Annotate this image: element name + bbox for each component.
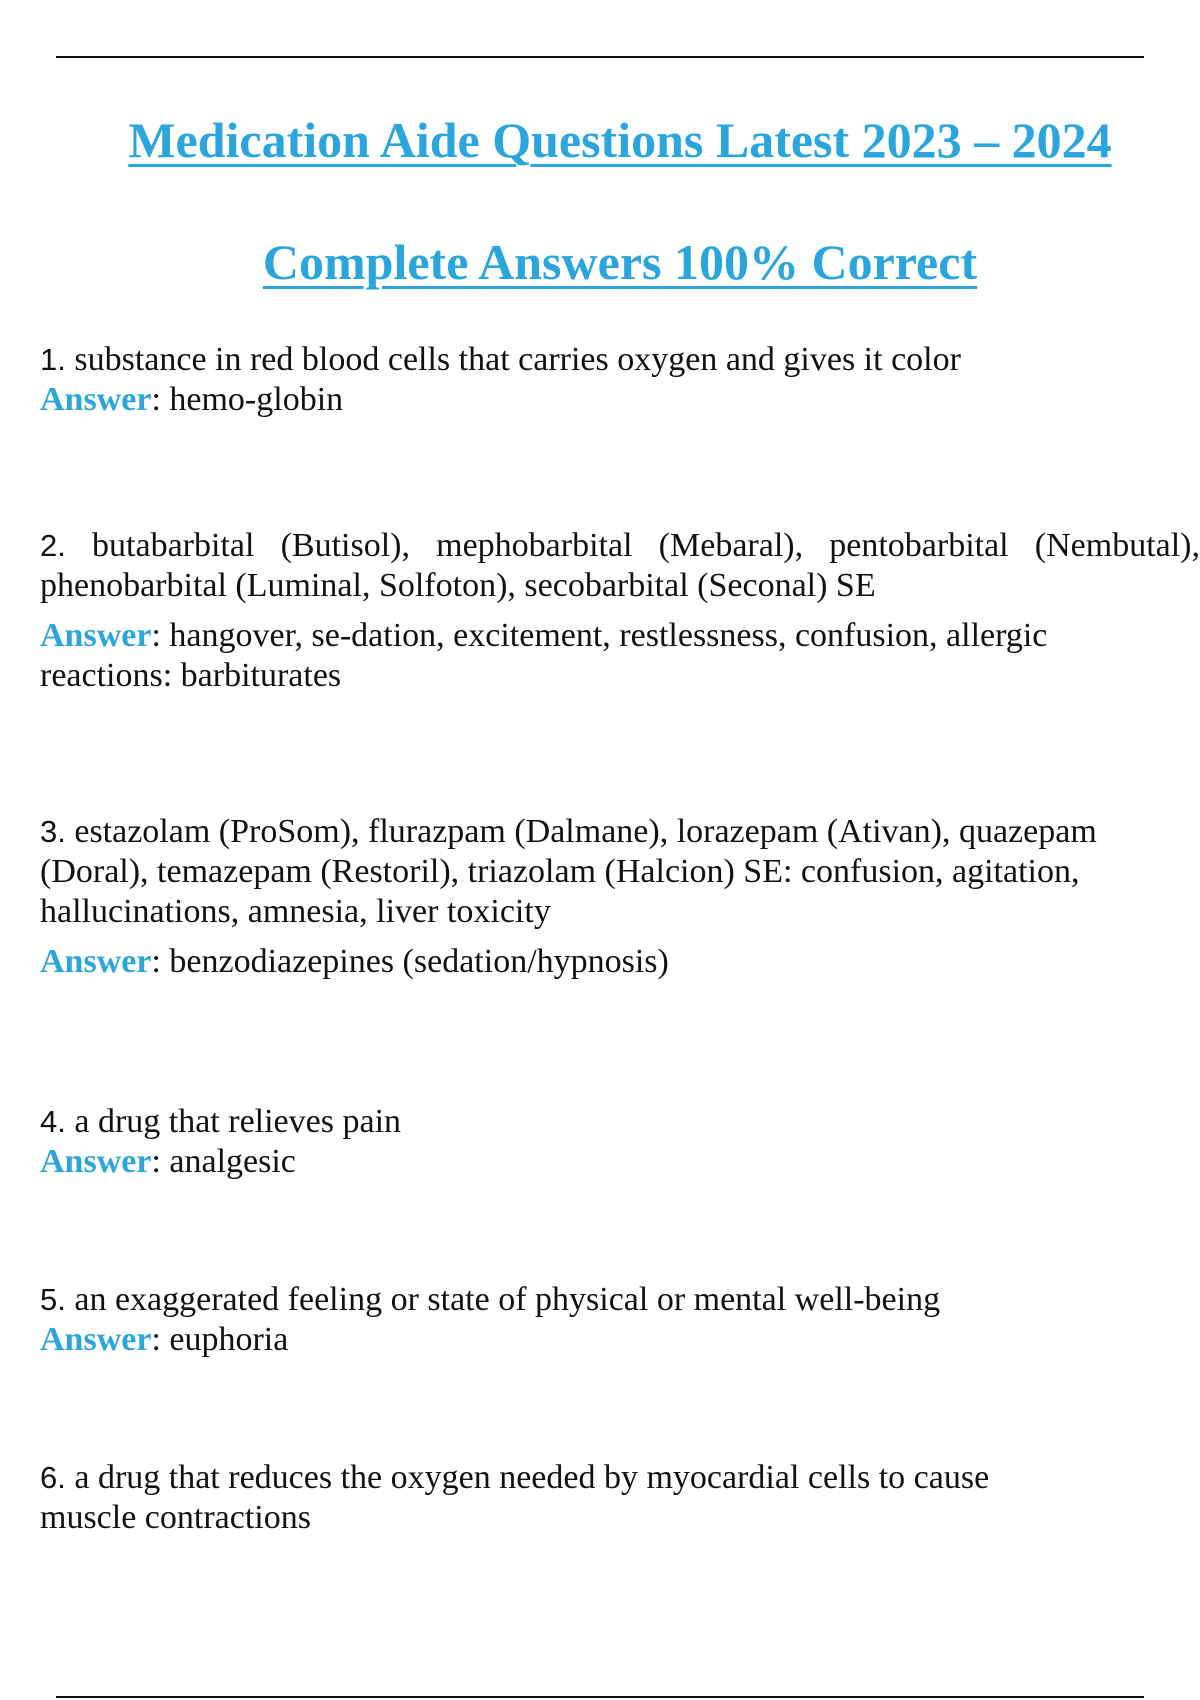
title-line-1: Medication Aide Questions Latest 2023 – 2024	[128, 112, 1112, 168]
title-line-2: Complete Answers 100% Correct	[262, 234, 978, 290]
answer-label: Answer	[40, 381, 152, 418]
answer-text: hangover, se-dation, excitement, restlessness, confusion, allergic	[169, 617, 1048, 654]
answer-label: Answer	[40, 1321, 152, 1358]
question-2-line-2: phenobarbital (Luminal, Solfoton), secobarbital (Seconal) SE	[40, 567, 876, 604]
question-5	[40, 1280, 1200, 1320]
question-6-line-1	[40, 1458, 1200, 1498]
answer-colon: :	[151, 617, 161, 654]
question-number: 1.	[40, 342, 66, 377]
answer-colon: :	[151, 1143, 161, 1180]
answer-label: Answer	[40, 617, 152, 654]
question-text: estazolam (ProSom), flurazpam (Dalmane), lorazepam (Ativan), quazepam	[74, 813, 1097, 850]
question-number: 4.	[40, 1104, 66, 1139]
document-title	[0, 110, 1200, 170]
question-2-line-1	[40, 526, 1200, 566]
answer-2-line-2: reactions: barbiturates	[40, 657, 342, 694]
answer-3	[40, 942, 1200, 982]
question-number: 3.	[40, 814, 66, 849]
question-block-1	[40, 340, 1200, 420]
question-number: 6.	[40, 1460, 66, 1495]
answer-4	[40, 1142, 1200, 1182]
top-rule	[56, 56, 1144, 58]
question-text: substance in red blood cells that carries oxygen and gives it color	[74, 341, 961, 378]
answer-1	[40, 380, 1200, 420]
answer-text: analgesic	[169, 1143, 296, 1180]
answer-2	[40, 616, 1200, 656]
question-3-line-3: hallucinations, amnesia, liver toxicity	[40, 893, 551, 930]
answer-colon: :	[151, 381, 161, 418]
question-text: a drug that relieves pain	[74, 1103, 402, 1140]
question-3-line-1	[40, 812, 1200, 852]
answer-label: Answer	[40, 1143, 152, 1180]
question-4	[40, 1102, 1200, 1142]
question-block-3	[40, 812, 1200, 982]
answer-text: benzodiazepines (sedation/hypnosis)	[169, 943, 669, 980]
question-text: an exaggerated feeling or state of physical or mental well-being	[74, 1281, 941, 1318]
question-number: 2.	[40, 528, 66, 563]
question-text: a drug that reduces the oxygen needed by myocardial cells to cause	[74, 1459, 990, 1496]
question-number: 5.	[40, 1282, 66, 1317]
answer-colon: :	[151, 943, 161, 980]
question-3-line-2: (Doral), temazepam (Restoril), triazolam (Halcion) SE: confusion, agitation,	[40, 853, 1080, 890]
question-block-6	[40, 1458, 1200, 1538]
answer-label: Answer	[40, 943, 152, 980]
question-block-5	[40, 1280, 1200, 1360]
answer-text: euphoria	[169, 1321, 289, 1358]
bottom-rule	[56, 1696, 1144, 1698]
question-block-2	[40, 526, 1200, 696]
answer-text: hemo-globin	[169, 381, 344, 418]
question-6-line-2: muscle contractions	[40, 1499, 311, 1536]
answer-5	[40, 1320, 1200, 1360]
question-block-4	[40, 1102, 1200, 1182]
question-1	[40, 340, 1200, 380]
question-text: butabarbital (Butisol), mephobarbital (Mebaral), pentobarbital (Nembutal),	[92, 527, 1200, 564]
answer-colon: :	[151, 1321, 161, 1358]
document-subtitle	[0, 232, 1200, 292]
